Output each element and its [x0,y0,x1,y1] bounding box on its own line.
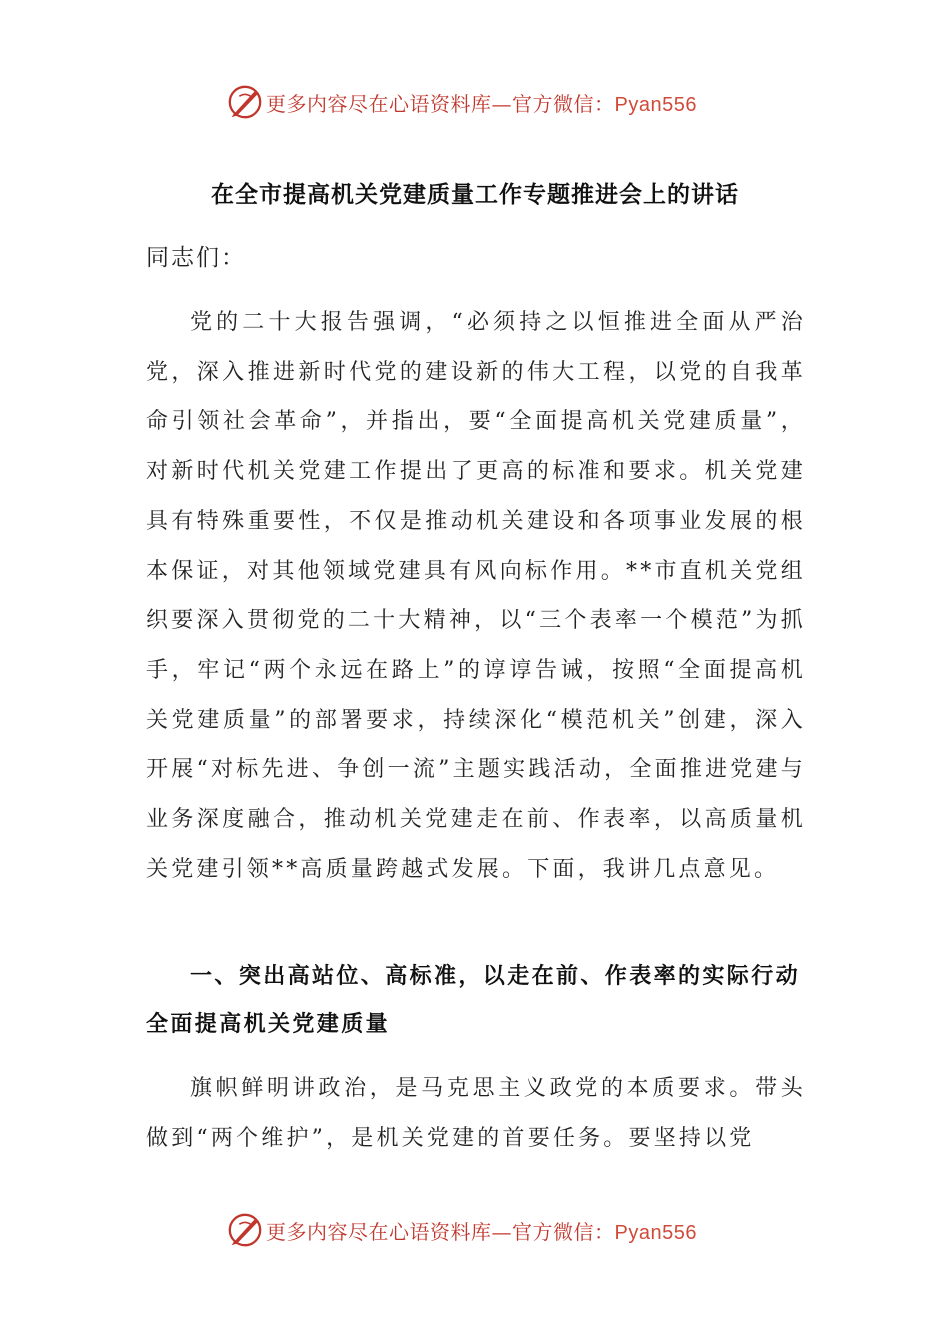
pen-circle-logo-icon [226,1211,264,1249]
watermark-main-text: 更多内容尽在心语资料库 [266,91,492,116]
watermark-banner-bottom [226,1210,697,1250]
watermark-label: 官方微信： [512,1219,615,1244]
document-title: 在全市提高机关党建质量工作专题推进会上的讲话 [211,182,739,208]
body-paragraph-2: 旗帜鲜明讲政治，是马克思主义政党的本质要求。带头做到“两个维护”，是机关党建的首要任务。要坚持以党 [146,1076,806,1151]
watermark-wechat-id: Pyan556 [614,1221,697,1244]
watermark-banner-top [226,82,697,122]
watermark-dash: — [491,1219,512,1244]
section-heading-1: 一、突出高站位、高标准，以走在前、作表率的实际行动全面提高机关党建质量 [146,964,801,1037]
watermark-main-text: 更多内容尽在心语资料库 [266,1219,492,1244]
watermark-label: 官方微信： [512,91,615,116]
watermark-dash: — [491,91,512,116]
body-paragraph-1: 党的二十大报告强调，“必须持之以恒推进全面从严治党，深入推进新时代党的建设新的伟大工程，以党的自我革命引领社会革命”，并指出，要“全面提高机关党建质量”，对新时代机关党建工作提出了更高的标准和要求。机关党建具有特殊重要性，不仅是推动机关建设和各项事业发展的根本保证，对其他领域党建具有风向标作用。**市直机关党组织要深入贯彻党的二十大精神，以“三个表率一个模范”为抓手，牢记“两个永远在路上”的谆谆告诫，按照“全面提高机关党建质量”的部署要求，持续深化“模范机关”创建，深入开展“对标先进、争创一流”主题实践活动，全面推进党建与业务深度融合，推动机关党建走在前、作表率，以高质量机关党建引领**高质量跨越式发展。下面，我讲几点意见。 [146,310,806,882]
watermark-text [266,88,697,117]
watermark-text [266,1216,697,1245]
watermark-wechat-id: Pyan556 [614,93,697,116]
pen-circle-logo-icon [226,83,264,121]
salutation: 同志们： [146,245,246,271]
